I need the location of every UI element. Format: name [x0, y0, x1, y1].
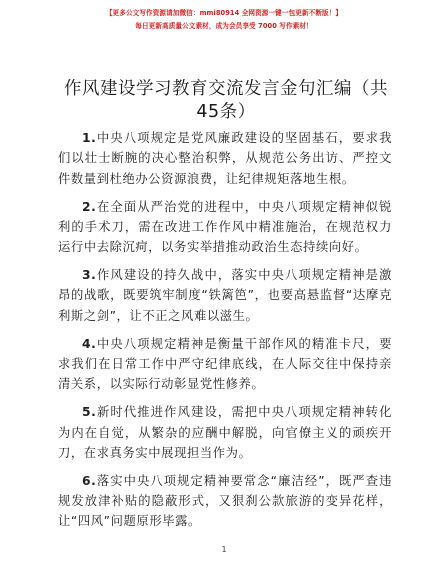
- paragraph-text: 中央八项规定是党风廉政建设的坚固基石，要求我们以壮士断腕的决心整治积弊，从规范公务出访、严控文件数量到杜绝办公资源浪费，让纪律规矩落地生根。: [58, 131, 392, 186]
- paragraph-number: 2.: [82, 199, 97, 214]
- promo-banner: [0, 0, 448, 34]
- paragraph-6: [58, 471, 392, 532]
- paragraph-text: 中央八项规定精神是衡量干部作风的精准卡尺，要求我们在日常工作中严守纪律底线，在人际交往中保持亲清关系，以实际行动彰显党性修养。: [58, 336, 392, 392]
- promo-banner-line-1: 【更多公文写作资源请加微信：mmi80914 全网资源一键一包更新不断版！】: [105, 9, 343, 17]
- paragraph-number: 6.: [82, 473, 97, 488]
- paragraph-number: 3.: [82, 268, 97, 283]
- paragraph-text: 新时代推进作风建设，需把中央八项规定精神转化为内在自觉，从繁杂的应酬中解脱，向官僚主义的顽疾开刀，在求真务实中展现担当作为。: [58, 405, 392, 460]
- document-title: 作风建设学习教育交流发言金句汇编（共45条）: [64, 79, 388, 122]
- paragraph-text: 作风建设的持久战中，落实中央八项规定精神是激昂的战歌，既要筑牢制度“铁篱笆”，也要高悬监督“达摩克利斯之剑”，让不正之风难以滋生。: [58, 268, 392, 323]
- paragraph-text: 在全面从严治党的进程中，中央八项规定精神似锐利的手术刀，需在改进工作作风中精准施治，在规范权力运行中去除沉疴，以务实举措推动政治生态持续向好。: [58, 199, 392, 255]
- paragraph-1: [58, 128, 392, 189]
- promo-banner-line-2: 每日更新高质量公文素材，成为会员享受 7000 写作素材！: [135, 22, 313, 30]
- paragraph-4: [58, 334, 392, 395]
- paragraph-number: 4.: [82, 336, 97, 351]
- page-number: 1: [221, 545, 227, 554]
- paragraph-number: 1.: [82, 131, 97, 145]
- paragraph-text: 落实中央八项规定精神要常念“廉洁经”，既严查违规发放津补贴的隐蔽形式，又狠刹公款旅游的变异花样，让“四风”问题原形毕露。: [58, 473, 392, 529]
- paragraph-2: [58, 197, 392, 258]
- paragraph-5: [58, 402, 392, 463]
- paragraph-3: [58, 265, 392, 326]
- document-body: [58, 128, 392, 532]
- paragraph-number: 5.: [82, 405, 97, 420]
